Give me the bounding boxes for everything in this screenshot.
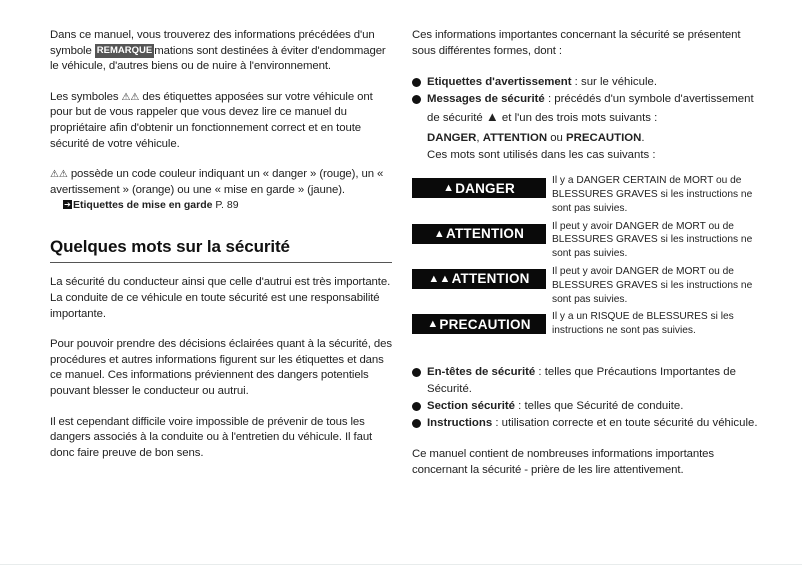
reference-page: P. 89 — [215, 199, 239, 212]
bullet-icon — [412, 402, 421, 411]
warning-row-attention-double — [412, 265, 762, 306]
arrow-right-icon: ➔ — [64, 200, 71, 210]
warning-triangle-icon: ⚠⚠ — [50, 169, 68, 181]
label-text: PRECAUTION — [439, 316, 531, 332]
double-safety-alert-icon: ▲▲ — [428, 272, 451, 285]
list-item — [412, 364, 762, 398]
list-item-text: : telles que Précautions Importantes de Sécurité. — [427, 365, 736, 395]
safety-alert-icon: ▲ — [443, 182, 455, 195]
bullet-icon — [412, 95, 421, 104]
signal-words-usage: Ces mots sont utilisés dans les cas suivants : — [427, 149, 656, 162]
signal-word-attention: ATTENTION — [482, 132, 548, 145]
remarque-paragraph — [50, 28, 392, 75]
intro-paragraph: Ces informations importantes concernant la sécurité se présentent sous différentes formes, dont : — [412, 29, 741, 57]
color-code-paragraph — [50, 167, 392, 198]
warning-row-precaution — [412, 310, 762, 338]
warning-row-attention — [412, 220, 762, 261]
right-column — [412, 28, 762, 478]
list-item — [412, 91, 762, 164]
label-text: DANGER — [455, 180, 515, 196]
warning-description: Il y a DANGER CERTAIN de MORT ou de BLESSURES GRAVES si les instructions ne sont pas suivies. — [552, 175, 753, 214]
warning-description: Il y a un RISQUE de BLESSURES si les instructions ne sont pas suivies. — [552, 311, 734, 337]
signal-words-line — [427, 130, 762, 147]
color-code-text: possède un code couleur indiquant un « danger » (rouge), un « avertissement » (orange) ou une « mise en garde » (jaune). — [50, 168, 384, 196]
body-paragraph: Pour pouvoir prendre des décisions éclairées quant à la sécurité, des procédures et autres informations figurent sur les étiquettes et dans ce manuel. Ces informations préviennent des dangers potentiels pouvant blesser le conducteur ou autrui. — [50, 338, 392, 397]
left-column — [50, 28, 392, 461]
list-item-title: Instructions — [427, 416, 493, 429]
list-item-text: : sur le véhicule. — [571, 76, 657, 89]
signal-word-precaution: PRECAUTION — [566, 132, 642, 145]
safety-alert-icon: ▲ — [485, 109, 499, 125]
label-text: ATTENTION — [446, 226, 525, 242]
symbols-text-post: des étiquettes apposées sur votre véhicule ont pour but de vous rappeler que vous devez lire ce manuel du propriétaire afin d'obtenir un fonctionnement correct et en toute sécurité de votre véhicule. — [50, 90, 373, 150]
info-forms-list-continued — [412, 364, 762, 432]
warning-description: Il peut y avoir DANGER de MORT ou de BLESSURES GRAVES si les instructions ne sont pas suivies. — [552, 220, 753, 260]
label-text: ATTENTION — [451, 271, 530, 287]
list-item-title: En-têtes de sécurité — [427, 365, 536, 378]
remarque-badge: REMARQUE — [96, 44, 153, 56]
safety-alert-icon: ▲ — [433, 227, 446, 240]
remarque-text-post: mations sont destinées à éviter d'endommager le véhicule, d'autres biens ou de nuire à l'environnement. — [50, 44, 386, 73]
separator: . — [641, 132, 645, 145]
list-item-title: Section sécurité — [427, 399, 515, 412]
bullet-icon — [412, 419, 421, 428]
list-item — [412, 415, 762, 432]
cross-reference-link[interactable] — [63, 198, 392, 213]
info-forms-list — [412, 74, 762, 164]
attention-label — [412, 224, 546, 244]
body-paragraph: Il est cependant difficile voire impossible de prévenir de tous les dangers associés à la conduite ou à l'entretien du véhicule. Il faut donc faire preuve de bon sens. — [50, 415, 373, 459]
closing-paragraph: Ce manuel contient de nombreuses informations importantes concernant la sécurité - prière de les lire attentivement. — [412, 447, 715, 476]
signal-word-danger: DANGER — [427, 132, 477, 145]
list-item — [412, 398, 762, 415]
safety-alert-icon: ▲ — [427, 318, 439, 331]
list-item-text: : précédés d'un symbole d'avertissement de sécurité — [427, 93, 754, 125]
section-title: Quelques mots sur la sécurité — [50, 237, 392, 263]
bullet-icon — [412, 78, 421, 87]
warning-row-danger — [412, 174, 762, 215]
list-item-title: Messages de sécurité — [427, 93, 545, 106]
signal-word-table — [412, 174, 762, 338]
list-item-text: : utilisation correcte et en toute sécurité du véhicule. — [492, 416, 758, 429]
list-item-text: et l'un des trois mots suivants : — [498, 112, 658, 125]
separator: , — [476, 132, 483, 145]
symbols-paragraph — [50, 90, 392, 152]
separator: ou — [547, 132, 567, 145]
bullet-icon — [412, 368, 421, 377]
remarque-text-pre: Dans ce manuel, vous trouverez des informations précédées d'un symbole — [50, 29, 375, 57]
reference-title: Etiquettes de mise en garde — [73, 199, 213, 212]
attention-double-label — [412, 269, 546, 289]
precaution-label — [412, 314, 546, 334]
list-item — [412, 74, 762, 91]
danger-label — [412, 178, 546, 198]
warning-triangle-icon: ⚠⚠ — [121, 91, 140, 103]
symbols-text-pre: Les symboles — [50, 90, 119, 103]
list-item-title: Etiquettes d'avertissement — [427, 76, 572, 89]
body-paragraph: La sécurité du conducteur ainsi que celle d'autrui est très importante. La conduite de ce véhicule en toute sécurité est une responsabilité importante. — [50, 276, 391, 320]
warning-description: Il peut y avoir DANGER de MORT ou de BLESSURES GRAVES si les instructions ne sont pas suivies. — [552, 265, 753, 305]
list-item-text: : telles que Sécurité de conduite. — [515, 399, 684, 412]
